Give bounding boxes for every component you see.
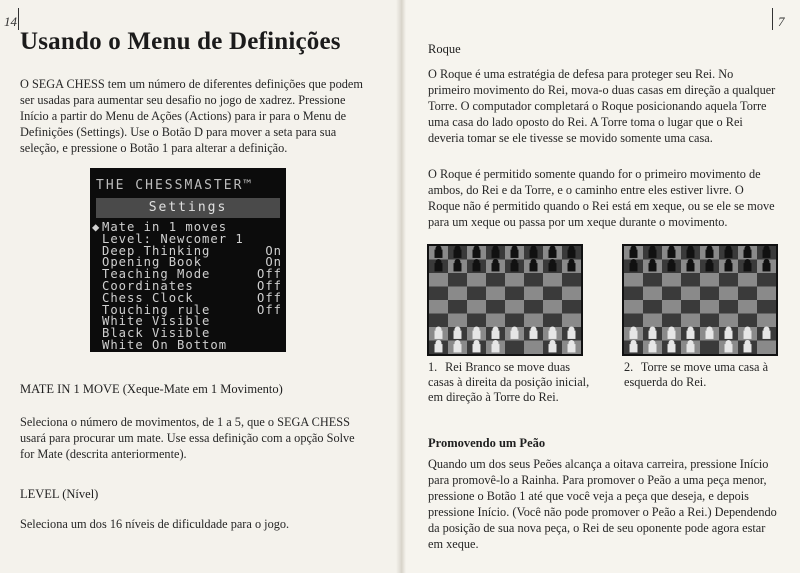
roque-paragraph-1: O Roque é uma estratégia de defesa para proteger seu Rei. No primeiro movimento do Rei, mova-o duas casas em direção a qualquer Torre. O computador completará o Roque posicionando aquela Torre uma casa do lado oposto do Rei. A Torre toma o lugar que o Rei deveria tomar se ele tivesse se movido somente uma casa. (428, 67, 776, 145)
settings-item-label: Mate in 1 moves (102, 220, 228, 234)
settings-item-label: Level: Newcomer 1 (102, 231, 244, 246)
chess-piece-head (473, 259, 479, 265)
chess-piece-head (763, 259, 769, 265)
chess-piece-head (668, 259, 674, 265)
board-square (700, 273, 719, 287)
roque-paragraph-2: O Roque é permitido somente quando for o primeiro movimento de ambos, do Rei e da Torre, e o caminho entre eles estiver livre. O Roque não é permitido quando o Rei está em xeque, ou se ele se move para um xeque ou passa por um xeque durante o movimento. (428, 167, 775, 229)
chess-piece-head (668, 327, 674, 333)
board-square (624, 273, 643, 287)
board-square (524, 341, 543, 355)
board-square (486, 300, 505, 314)
chess-piece-head (763, 327, 769, 333)
chess-piece-head (549, 259, 555, 265)
settings-screenshot (90, 168, 286, 352)
board-square (624, 300, 643, 314)
board-square (543, 273, 562, 287)
roque-heading: Roque (428, 42, 461, 56)
chess-piece-head (687, 327, 693, 333)
board-square (738, 314, 757, 328)
board-square (643, 300, 662, 314)
chess-piece-head (630, 327, 636, 333)
chess-piece-head (530, 327, 536, 333)
chess-piece-head (649, 327, 655, 333)
settings-item-label: White Visible (102, 314, 211, 329)
board-square (624, 314, 643, 328)
board-square (448, 300, 467, 314)
peao-heading: Promovendo um Peão (428, 436, 546, 450)
board-square (505, 314, 524, 328)
level-paragraph: Seleciona um dos 16 níveis de dificuldade para o jogo. (20, 517, 290, 531)
board-square (700, 300, 719, 314)
board-square (757, 314, 776, 328)
chess-piece-head (725, 259, 731, 265)
chess-piece-head (549, 327, 555, 333)
board-square (624, 287, 643, 301)
page-number-right: 7 (778, 14, 785, 29)
chess-piece-head (435, 327, 441, 333)
chess-piece-head (530, 259, 536, 265)
chess-piece-head (473, 327, 479, 333)
chess-piece-head (706, 259, 712, 265)
chess-piece-head (725, 340, 731, 346)
chess-piece-head (744, 340, 750, 346)
board-square (505, 341, 524, 355)
chess-piece-head (511, 327, 517, 333)
settings-item-label: Black Visible (102, 326, 211, 341)
chess-piece-head (568, 327, 574, 333)
board-square (700, 287, 719, 301)
board-square (505, 287, 524, 301)
chessboard-image-2 (622, 244, 778, 356)
screenshot-title: THE CHESSMASTER™ (96, 178, 254, 193)
board-square (467, 287, 486, 301)
board-square (719, 300, 738, 314)
chess-piece-head (630, 340, 636, 346)
board-square (662, 287, 681, 301)
settings-item-label: Touching rule (102, 302, 211, 317)
chess-piece-head (649, 340, 655, 346)
chess-piece-head (454, 327, 460, 333)
settings-item (90, 222, 286, 234)
chess-piece-head (744, 327, 750, 333)
chess-piece-head (511, 259, 517, 265)
settings-item-label: Opening Book (102, 255, 203, 270)
page-gutter (396, 0, 406, 573)
screenshot-subtitle: Settings (96, 198, 280, 218)
caption-number: 2. (624, 360, 634, 374)
settings-item-label: White On Bottom (102, 337, 228, 352)
board-square (429, 300, 448, 314)
board-square (643, 287, 662, 301)
board-square (486, 273, 505, 287)
level-heading: LEVEL (Nível) (20, 487, 99, 501)
settings-item-value: Off (256, 302, 282, 317)
chess-piece-head (549, 340, 555, 346)
board-square (543, 300, 562, 314)
board-square (448, 287, 467, 301)
chess-piece-head (649, 259, 655, 265)
chess-piece-head (668, 340, 674, 346)
board-square (448, 314, 467, 328)
board-square (562, 287, 581, 301)
chess-piece-head (492, 259, 498, 265)
settings-item-label: Chess Clock (102, 290, 194, 305)
board-square (757, 273, 776, 287)
board-square (757, 287, 776, 301)
caption-2 (624, 360, 784, 390)
settings-menu (90, 222, 286, 352)
intro-paragraph: O SEGA CHESS tem um número de diferentes definições que podem ser usadas para aumentar seu desafio no jogo de xadrez. Pressione Início a partir do Menu de Ações (Actions) para ir para o Menu de Definições (Settings). Use o Botão D para mover a seta para sua seleção, e pressione o Botão 1 para alterar a definição. (20, 77, 363, 155)
caption-number: 1. (428, 360, 438, 374)
caption-text: Rei Branco se move duas casas à direita da posição inicial, em direção à Torre do Rei. (428, 360, 590, 404)
chess-piece-head (492, 340, 498, 346)
board-square (543, 287, 562, 301)
board-square (448, 273, 467, 287)
chessboard-graphic (624, 246, 776, 354)
board-square (662, 314, 681, 328)
board-square (662, 300, 681, 314)
board-square (681, 300, 700, 314)
chess-piece-head (435, 259, 441, 265)
board-square (486, 287, 505, 301)
settings-item-label: Teaching Mode (102, 267, 211, 282)
board-square (429, 314, 448, 328)
board-square (643, 273, 662, 287)
board-square (757, 300, 776, 314)
chess-piece-head (687, 340, 693, 346)
board-square (681, 314, 700, 328)
page-number-left: 14 (4, 14, 17, 29)
mate-paragraph: Seleciona o número de movimentos, de 1 a 5, que o SEGA CHESS usará para procurar um mate. Use essa definição com a opção Solve for Mate (descrita anteriormente). (20, 415, 355, 461)
page-rule-right (772, 8, 773, 30)
peao-paragraph: Quando um dos seus Peões alcança a oitava carreira, pressione Início para promovê-lo a Rainha. Para promover o Peão a uma peça menor, pressione o Botão 1 até que você veja a peça que deseja, e depois pressione Início. (Você não pode promover o Peão a Rei.) Dependendo da posição de sua nova peça, o Rei de seu oponente pode agora estar em xeque. (428, 457, 777, 551)
settings-item-label: Deep Thinking (102, 243, 211, 258)
board-square (562, 314, 581, 328)
board-square (719, 314, 738, 328)
board-square (524, 300, 543, 314)
board-square (429, 287, 448, 301)
settings-item-value: Off (256, 278, 282, 293)
selection-arrow-icon: ◆ (92, 220, 101, 234)
board-square (562, 273, 581, 287)
board-square (467, 314, 486, 328)
settings-item-value: Off (256, 267, 282, 282)
board-square (700, 314, 719, 328)
board-square (719, 287, 738, 301)
board-square (662, 273, 681, 287)
board-square (738, 273, 757, 287)
page-rule-left (18, 8, 19, 30)
board-square (757, 341, 776, 355)
board-square (681, 287, 700, 301)
board-square (524, 287, 543, 301)
settings-item (90, 337, 286, 352)
chess-piece-head (568, 340, 574, 346)
board-square (719, 273, 738, 287)
chess-piece-head (630, 259, 636, 265)
settings-item-label: Coordinates (102, 278, 194, 293)
board-square (562, 300, 581, 314)
chess-piece-head (568, 259, 574, 265)
settings-item-value: Off (256, 290, 282, 305)
board-square (467, 273, 486, 287)
board-square (486, 314, 505, 328)
chess-piece-head (725, 327, 731, 333)
mate-heading: MATE IN 1 MOVE (Xeque-Mate em 1 Movimento) (20, 382, 283, 396)
board-square (643, 314, 662, 328)
chess-piece-head (454, 340, 460, 346)
chess-piece-head (687, 259, 693, 265)
settings-item-value: On (265, 243, 282, 258)
board-square (700, 341, 719, 355)
caption-text: Torre se move uma casa à esquerda do Rei. (624, 360, 769, 389)
chess-piece-head (435, 340, 441, 346)
board-square (738, 300, 757, 314)
chess-piece-head (706, 327, 712, 333)
board-square (738, 287, 757, 301)
chess-piece-head (473, 340, 479, 346)
chess-piece-head (454, 259, 460, 265)
caption-1 (428, 360, 598, 405)
board-square (524, 273, 543, 287)
board-square (681, 273, 700, 287)
board-square (505, 273, 524, 287)
board-square (524, 314, 543, 328)
chess-piece-head (492, 327, 498, 333)
page-title: Usando o Menu de Definições (20, 28, 341, 55)
board-square (429, 273, 448, 287)
board-square (543, 314, 562, 328)
chessboard-image-1 (427, 244, 583, 356)
board-square (505, 300, 524, 314)
chess-piece-head (744, 259, 750, 265)
chessboard-graphic (429, 246, 581, 354)
board-square (467, 300, 486, 314)
settings-item-value: On (265, 255, 282, 270)
